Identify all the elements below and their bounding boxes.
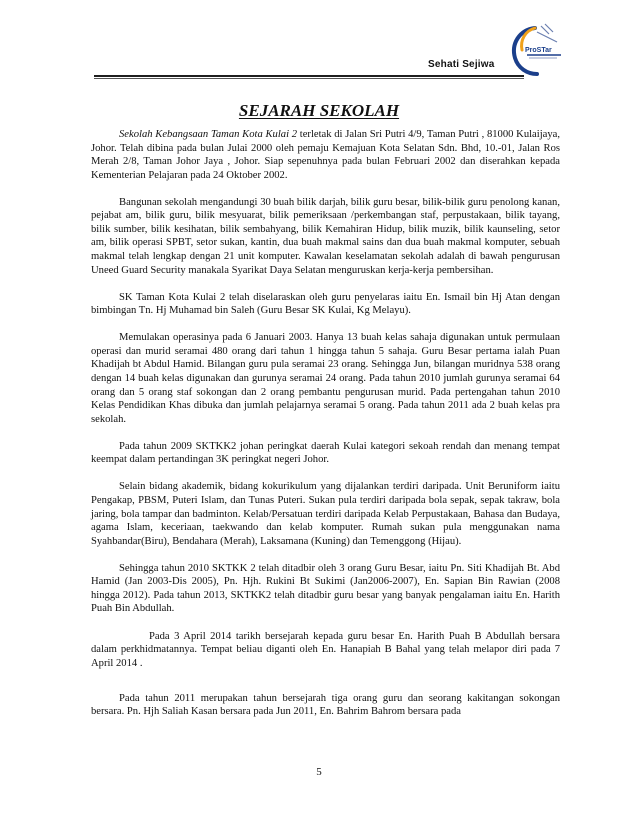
paragraph-text: terletak di Jalan Sri Putri 4/9, Taman Putri , 81000 Kulaijaya, Johor. Telah dibina pada bulan Julai 2000 oleh pemaju Kemajuan Kota Selatan Sdn. Bhd, 10.-01, Jalan Ros Merah 2/8, Taman Johor Jaya , Johor. Siap sepenuhnya pada bulan Februari 2002 dan diserahkan kepada Kementerian Pelajaran pada 24 Oktober 2002. [91,129,560,181]
document-body [91,128,560,719]
paragraph-achievements: Pada tahun 2009 SKTKK2 johan peringkat daerah Kulai kategori sekoah rendah dan menang tempat keempat dalam pertandingan 3K peringkat negeri Johor. [91,440,560,466]
paragraph-cocurriculum: Selain bidang akademik, bidang kokurikulum yang dijalankan terdiri daripada. Unit Beruniform iaitu Pengakap, PBSM, Puteri Islam, dan Tunas Puteri. Sukan pula terdiri daripada bola sepak, sepak takraw, bola jaring, bola tampar dan badminton. Kelab/Persatuan terdiri daripada Kelab Perpustakaan, Bahasa dan Budaya, agama Islam, keceriaan, taekwando dan kelab komputer. Rumah sukan pula menggunakan nama Syahbandar(Biru), Bendahara (Merah), Laksamana (Kuning) dan Temenggong (Hijau). [91,481,560,547]
paragraph-retirement-2014: Pada 3 April 2014 tarikh bersejarah kepada guru besar En. Harith Puah B Abdullah bersara dalam perkhidmatannya. Tempat beliau diganti oleh En. Hanapiah B Bahal yang telah melapor diri pada 7 April 2014 . [91,630,560,669]
header-tagline: Sehati Sejiwa [428,59,495,70]
school-name: Sekolah Kebangsaan Taman Kota Kulai 2 [119,129,298,140]
paragraph-coordination: SK Taman Kota Kulai 2 telah diselaraskan oleh guru penyelaras iaitu En. Ismail bin Hj Atan dengan bimbingan Tn. Hj Muhamad bin Saleh (Guru Besar SK Kulai, Kg Melayu). [91,291,560,317]
spacer [91,684,560,692]
paragraph-operations: Memulakan operasinya pada 6 Januari 2003. Hanya 13 buah kelas sahaja digunakan untuk permulaan operasi dan murid seramai 480 orang dari tahun 1 hingga tahun 5 sahaja. Guru Besar pertama ialah Puan Khadijah bt Abdul Hamid. Bilangan guru pula seramai 23 orang. Sehingga Jun, bilangan muridnya 538 orang dengan 14 buah kelas digunakan dan gurunya seramai 24 orang. Pada tahun 2010 jumlah gurunya seramai 64 orang dan 5 orang staf sokongan dan 2 orang pembantu pengurusan murid. Pada pertengahan tahun 2010 Kelas Pendidikan Khas dibuka dan jumlah pelajarnya seramai 5 orang. Pada tahun 2011 ada 2 buah kelas pra sekolah. [91,332,560,425]
page-title: SEJARAH SEKOLAH [238,101,400,120]
paragraph-headmasters: Sehingga tahun 2010 SKTKK 2 telah ditadbir oleh 3 orang Guru Besar, iaitu Pn. Siti Khadijah Bt. Abd Hamid (Jan 2003-Dis 2005), Pn. Hjh. Rukini Bt Sukimi (Jan2006-2007), En. Sapian Bin Rawian (2008 hingga 2012). Pada tahun 2013, SKTKK2 telah ditadbir guru besar yang banyak pengalaman iaitu En. Harith Puah Bin Abdullah. [91,562,560,615]
logo-wordmark: ProSTar [525,47,552,54]
paragraph-retirement-2011: Pada tahun 2011 merupakan tahun bersejarah tiga orang guru dan seorang kakitangan sokongan bersara. Pn. Hjh Saliah Kasan bersara pada Jun 2011, En. Bahrim Bahrom bersara pada [91,692,560,718]
header-divider [94,75,524,79]
paragraph-intro [91,128,560,182]
page-number: 5 [316,766,322,778]
school-logo [505,22,565,80]
paragraph-facilities: Bangunan sekolah mengandungi 30 buah bilik darjah, bilik guru besar, bilik-bilik guru penolong kanan, pejabat am, bilik guru, bilik mesyuarat, bilik pemeriksaan /perkembangan staf, perpustakaan, bilik tayang, bilik sumber, bilik kesihatan, bilik sembahyang, bilik Kemahiran Hidup, bilik muzik, bilik kaunseling, setor am, bilik operasi SPBT, setor sukan, kantin, dua buah makmal sains dan dua buah makmal komputer, sebuah makmal telah lengkap dengan 21 unit komputer. Kawalan keselamatan sekolah adalah di bawah pengurusan Uneed Guard Security manakala Syarikat Daya Selatan menguruskan kerja-kerja pembersihan. [91,196,560,276]
